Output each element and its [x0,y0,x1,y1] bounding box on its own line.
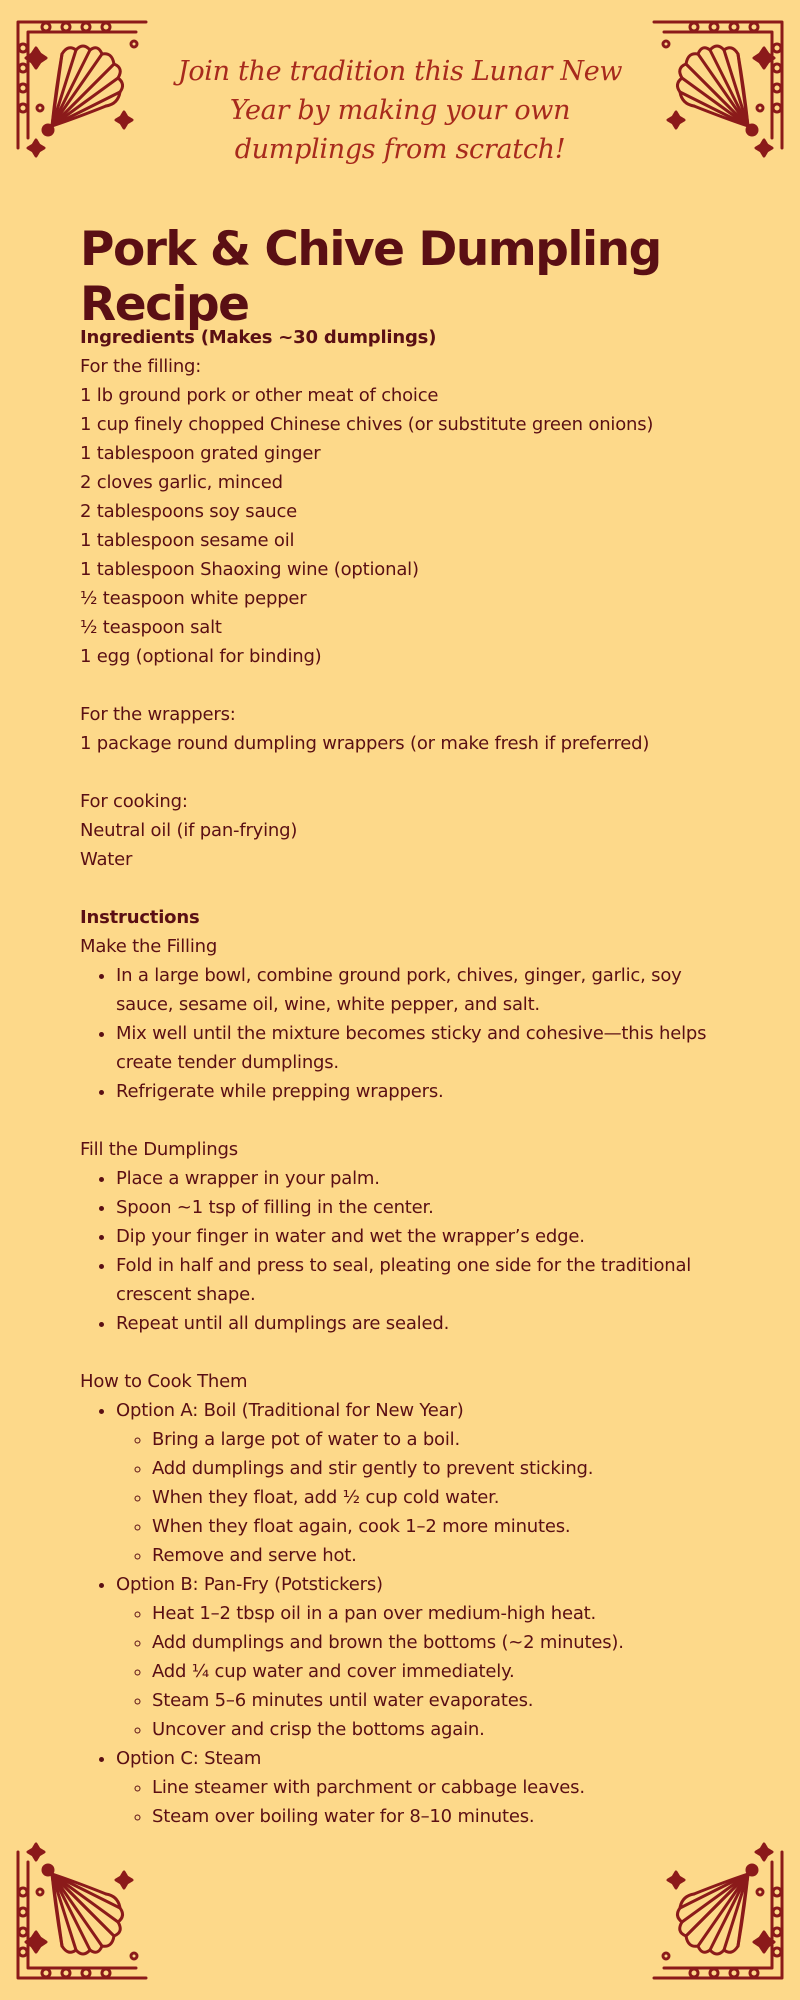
step-item: ◦ Add ¼ cup water and cover immediately. [152,1657,740,1686]
ingredient-item: 1 lb ground pork or other meat of choice [80,385,439,406]
step-item: ◦ Uncover and crisp the bottoms again. [152,1715,740,1744]
filling-ingredients-list [80,381,740,671]
ingredient-item: 1 egg (optional for binding) [80,646,322,667]
option-label: Option A: Boil (Traditional for New Year) [116,1400,464,1421]
step-item: ◦ Heat 1–2 tbsp oil in a pan over medium-high heat. [152,1599,740,1628]
ingredient-item: 1 package round dumpling wrappers (or make fresh if preferred) [80,733,650,754]
step-item: ◦ Steam 5–6 minutes until water evaporates. [152,1686,740,1715]
fan-ornament-top-left [6,8,156,158]
cook-label: How to Cook Them [80,1371,248,1392]
option-label: Option C: Steam [116,1748,262,1769]
option-label: Option B: Pan-Fry (Potstickers) [116,1574,383,1595]
ingredient-item: 2 cloves garlic, minced [80,472,283,493]
fan-ornament-top-right [644,8,794,158]
step-item: • Place a wrapper in your palm. [116,1164,740,1193]
step-item: • Dip your finger in water and wet the wrapper’s edge. [116,1222,740,1251]
ingredient-item: 1 cup finely chopped Chinese chives (or substitute green onions) [80,414,654,435]
ingredient-item: ½ teaspoon salt [80,617,222,638]
step-item: ◦ Bring a large pot of water to a boil. [152,1425,740,1454]
step-item: • Fold in half and press to seal, pleating one side for the traditional crescent shape. [116,1251,740,1309]
recipe-title: Pork & Chive Dumpling Recipe [80,222,661,332]
cooking-label: For cooking: [80,791,188,812]
instructions-heading: Instructions [80,907,200,928]
fill-dumplings-steps [80,1164,740,1338]
step-item: • Repeat until all dumplings are sealed. [116,1309,740,1338]
step-item: • Spoon ~1 tsp of filling in the center. [116,1193,740,1222]
make-filling-steps [80,961,740,1106]
step-item: ◦ When they float, add ½ cup cold water. [152,1483,740,1512]
ingredient-item: Neutral oil (if pan-frying) [80,820,298,841]
step-item: ◦ Line steamer with parchment or cabbage leaves. [152,1773,740,1802]
step-item: • Refrigerate while prepping wrappers. [116,1077,740,1106]
make-filling-label: Make the Filling [80,936,218,957]
step-item: • Mix well until the mixture becomes sticky and cohesive—this helps create tender dumplings. [116,1019,740,1077]
wrappers-label: For the wrappers: [80,704,236,725]
steam-steps [116,1773,740,1831]
step-item: ◦ Remove and serve hot. [152,1541,740,1570]
option-boil [116,1396,740,1570]
pan-fry-steps [116,1599,740,1744]
ingredient-item: ½ teaspoon white pepper [80,588,307,609]
ingredients-heading: Ingredients (Makes ~30 dumplings) [80,327,437,348]
ingredient-item: Water [80,849,133,870]
ingredient-item: 2 tablespoons soy sauce [80,501,298,522]
tagline: Join the tradition this Lunar New Year by making your own dumplings from scratch! [177,56,623,165]
step-item: • In a large bowl, combine ground pork, chives, ginger, garlic, soy sauce, sesame oil, wine, white pepper, and salt. [116,961,740,1019]
option-steam [116,1744,740,1831]
step-item: ◦ Add dumplings and brown the bottoms (~2 minutes). [152,1628,740,1657]
boil-steps [116,1425,740,1570]
fan-ornament-bottom-left [6,1842,156,1992]
ingredient-item: 1 tablespoon Shaoxing wine (optional) [80,559,419,580]
fan-ornament-bottom-right [644,1842,794,1992]
ingredient-item: 1 tablespoon grated ginger [80,443,321,464]
fill-dumplings-label: Fill the Dumplings [80,1139,238,1160]
option-pan-fry [116,1570,740,1744]
recipe-body [80,323,740,1831]
cooking-options [80,1396,740,1831]
filling-label: For the filling: [80,356,202,377]
step-item: ◦ Add dumplings and stir gently to prevent sticking. [152,1454,740,1483]
ingredient-item: 1 tablespoon sesame oil [80,530,295,551]
step-item: ◦ When they float again, cook 1–2 more minutes. [152,1512,740,1541]
step-item: ◦ Steam over boiling water for 8–10 minutes. [152,1802,740,1831]
